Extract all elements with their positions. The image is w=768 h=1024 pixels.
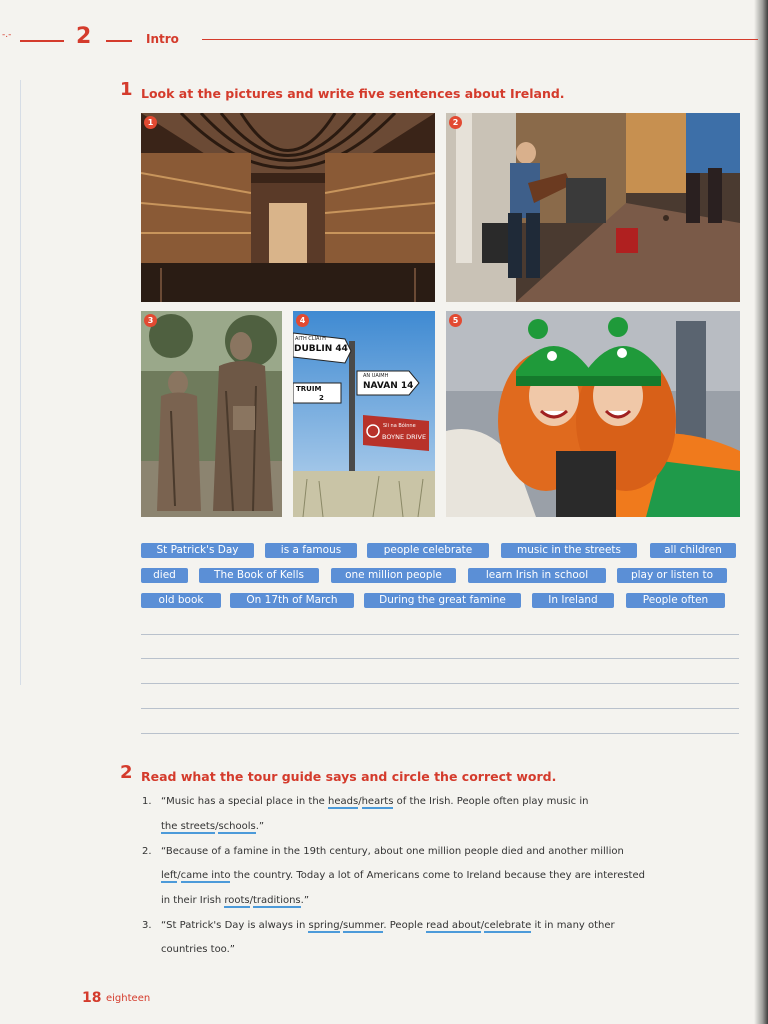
item-text: .” xyxy=(300,895,309,906)
photo-badge-5: 5 xyxy=(449,314,462,327)
word-chip[interactable]: one million people xyxy=(331,568,456,583)
word-chip[interactable]: is a famous xyxy=(265,543,357,558)
page-number-word: eighteen xyxy=(106,993,151,1004)
sign-dublin-small: AITH CLIATH xyxy=(295,336,326,342)
item-1-line-1 xyxy=(161,796,588,807)
answer-option[interactable]: came into xyxy=(180,870,231,881)
word-chip[interactable]: people celebrate xyxy=(367,543,489,558)
word-chip[interactable]: play or listen to xyxy=(617,568,727,583)
answer-option[interactable]: the streets xyxy=(161,821,216,832)
answer-option[interactable]: heads xyxy=(328,796,359,807)
word-chip[interactable]: all children xyxy=(650,543,736,558)
library-photo xyxy=(141,113,435,302)
item-text: of the Irish. People often play music in xyxy=(393,796,589,807)
answer-option[interactable]: schools xyxy=(218,821,256,832)
photo-badge-4: 4 xyxy=(296,314,309,327)
word-chip[interactable]: learn Irish in school xyxy=(468,568,606,583)
word-chip[interactable]: During the great famine xyxy=(364,593,521,608)
item-text: “St Patrick's Day is always in xyxy=(161,920,309,931)
item-3-line-2: countries too.” xyxy=(161,944,235,955)
crop-marks: -.- xyxy=(2,30,12,40)
item-text: in their Irish xyxy=(161,895,225,906)
word-chip[interactable]: music in the streets xyxy=(501,543,637,558)
sign-trim: TRUIM xyxy=(296,385,322,393)
word-chip[interactable]: died xyxy=(141,568,188,583)
answer-option[interactable]: traditions xyxy=(252,895,301,906)
item-text: .” xyxy=(255,821,265,832)
writing-line-2[interactable] xyxy=(141,658,739,659)
answer-option[interactable]: read about xyxy=(426,920,481,931)
unit-title: Intro xyxy=(146,32,179,46)
unit-number: 2 xyxy=(76,24,92,49)
sign-trim-number: 2 xyxy=(319,394,324,402)
answer-option[interactable]: summer xyxy=(343,920,384,931)
word-chip[interactable]: old book xyxy=(141,593,221,608)
exercise-1-number: 1 xyxy=(120,79,133,100)
option-separator: / xyxy=(249,895,253,906)
item-2-line-2 xyxy=(161,870,645,881)
option-separator: / xyxy=(177,870,181,881)
st-patricks-fans-photo xyxy=(446,311,740,517)
page-number: 18 xyxy=(82,990,102,1006)
writing-line-4[interactable] xyxy=(141,708,739,709)
exercise-1-title: Look at the pictures and write five sentences about Ireland. xyxy=(141,86,565,101)
item-number-3: 3. xyxy=(142,920,152,931)
exercise-2-title: Read what the tour guide says and circle the correct word. xyxy=(141,769,557,784)
margin-rule xyxy=(20,80,21,685)
word-chip[interactable]: On 17th of March xyxy=(230,593,354,608)
sign-boyne-small: Sli na Bóinne xyxy=(383,423,416,429)
item-3-line-1 xyxy=(161,920,615,931)
word-chip[interactable]: In Ireland xyxy=(532,593,614,608)
header-rule-mid xyxy=(106,40,132,42)
header-rule-right xyxy=(202,39,758,40)
sign-dublin: DUBLIN 44 xyxy=(294,344,348,354)
photo-badge-1: 1 xyxy=(144,116,157,129)
item-text: it in many other xyxy=(531,920,615,931)
item-number-2: 2. xyxy=(142,846,152,857)
item-text: . People xyxy=(383,920,427,931)
photo-badge-2: 2 xyxy=(449,116,462,129)
answer-option[interactable]: celebrate xyxy=(484,920,532,931)
option-separator: / xyxy=(215,821,219,832)
option-separator: / xyxy=(358,796,362,807)
item-text: “Music has a special place in the xyxy=(161,796,329,807)
word-chip[interactable]: People often xyxy=(626,593,725,608)
famine-statues-photo xyxy=(141,311,282,517)
header-rule-left xyxy=(20,40,64,42)
answer-option[interactable]: left xyxy=(161,870,178,881)
option-separator: / xyxy=(480,920,485,931)
street-musician-photo xyxy=(446,113,740,302)
page-binding-shadow xyxy=(754,0,768,1024)
photo-badge-3: 3 xyxy=(144,314,157,327)
item-number-1: 1. xyxy=(142,796,152,807)
option-separator: / xyxy=(339,920,343,931)
item-2-line-3 xyxy=(161,895,309,906)
answer-option[interactable]: roots xyxy=(224,895,250,906)
answer-option[interactable]: hearts xyxy=(361,796,394,807)
item-2-line-1: “Because of a famine in the 19th century, about one million people died and another million xyxy=(161,846,624,857)
word-chip[interactable]: The Book of Kells xyxy=(199,568,319,583)
writing-line-1[interactable] xyxy=(141,634,739,635)
word-chip[interactable]: St Patrick's Day xyxy=(141,543,254,558)
sign-navan-small: AN UAIMH xyxy=(363,373,389,379)
writing-line-5[interactable] xyxy=(141,733,739,734)
exercise-2-number: 2 xyxy=(120,762,133,783)
answer-option[interactable]: spring xyxy=(308,920,340,931)
sign-boyne: BOYNE DRIVE xyxy=(382,433,427,441)
sign-navan: NAVAN 14 xyxy=(363,381,414,391)
signpost-photo xyxy=(293,311,435,517)
item-text: the country. Today a lot of Americans come to Ireland because they are interested xyxy=(230,870,645,881)
item-1-line-2 xyxy=(161,821,264,832)
writing-line-3[interactable] xyxy=(141,683,739,684)
